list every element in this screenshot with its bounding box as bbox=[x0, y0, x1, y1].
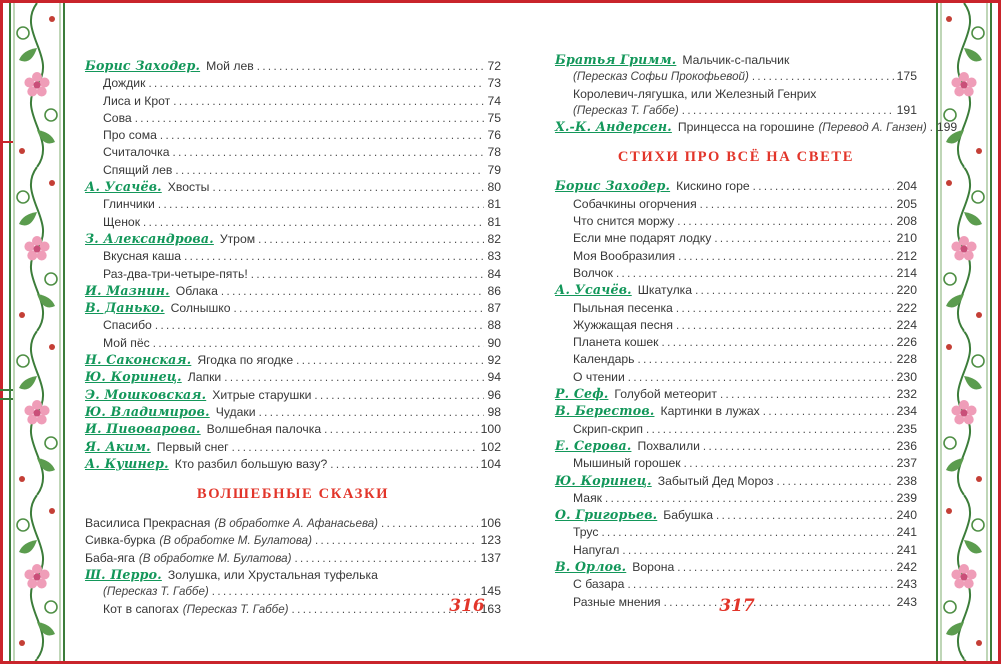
toc-entry bbox=[555, 351, 917, 368]
page-ref: 72 bbox=[487, 59, 501, 73]
page-ref: 81 bbox=[487, 214, 501, 229]
toc-note: (Пересказ Т. Габбе) bbox=[573, 103, 679, 117]
toc-entry bbox=[85, 601, 501, 618]
page-ref: 226 bbox=[896, 335, 917, 350]
toc-title: Похвалили bbox=[637, 438, 700, 453]
dot-leader bbox=[720, 386, 894, 403]
toc-note: (В обработке М. Булатова) bbox=[138, 551, 292, 565]
toc-entry bbox=[85, 127, 501, 144]
dot-leader bbox=[296, 352, 484, 369]
floral-vine-icon bbox=[935, 3, 993, 661]
page-ref: 82 bbox=[487, 231, 501, 246]
toc-entry bbox=[555, 490, 917, 507]
toc-note: (Пересказ Т. Габбе) bbox=[103, 585, 209, 599]
page-ref: 239 bbox=[896, 490, 917, 505]
page-ref: 191 bbox=[896, 102, 917, 117]
right-page-column bbox=[555, 52, 958, 611]
dot-leader bbox=[677, 559, 893, 576]
toc-title: Моя Вообразилия bbox=[573, 248, 676, 263]
toc-author: В. Орлов. bbox=[555, 559, 627, 575]
toc-entry bbox=[85, 317, 501, 334]
toc-entry bbox=[85, 248, 501, 265]
toc-title: Василиса Прекрасная bbox=[85, 516, 211, 531]
toc-entry bbox=[555, 213, 917, 230]
toc-author: Борис Заходер. bbox=[85, 58, 201, 73]
toc-title: Мой лев bbox=[206, 59, 254, 73]
toc-title: Напугал bbox=[573, 542, 620, 557]
page-ref: 88 bbox=[487, 318, 501, 333]
toc-entry bbox=[555, 248, 917, 265]
dot-leader bbox=[601, 524, 893, 541]
toc-title: Чудаки bbox=[215, 404, 256, 419]
dot-leader bbox=[753, 178, 894, 195]
dot-leader bbox=[677, 213, 893, 230]
toc-author: Братья Гримм. bbox=[555, 52, 677, 67]
toc-author: А. Усачёв. bbox=[555, 282, 632, 298]
toc-entry bbox=[555, 265, 917, 282]
toc-entry bbox=[85, 335, 501, 352]
toc-author: Н. Саконская. bbox=[85, 352, 192, 368]
left-page-number: 316 bbox=[449, 596, 485, 616]
dot-leader bbox=[251, 266, 485, 283]
toc-author: Борис Заходер. bbox=[555, 178, 671, 194]
toc-title: Маяк bbox=[573, 490, 602, 505]
page-ref: 79 bbox=[487, 162, 501, 177]
toc-author: Х.-К. Андерсен. bbox=[555, 119, 672, 135]
toc-title: Забытый Дед Мороз bbox=[657, 473, 774, 488]
toc-entry bbox=[85, 369, 501, 386]
page-ref: 80 bbox=[487, 180, 501, 195]
toc-author: Р. Сеф. bbox=[555, 386, 609, 402]
dot-leader bbox=[678, 248, 894, 265]
toc-title: Картинки в лужах bbox=[660, 404, 760, 419]
page-ref: 104 bbox=[480, 456, 501, 471]
toc-entry bbox=[85, 266, 501, 283]
toc-entry bbox=[555, 119, 958, 136]
toc-title: Ворона bbox=[632, 560, 675, 575]
toc-note: (Пересказ Т. Габбе) bbox=[182, 602, 289, 616]
toc-entry bbox=[555, 559, 917, 576]
toc-entry bbox=[85, 75, 501, 92]
page-ref: 163 bbox=[480, 601, 501, 616]
toc-entry bbox=[85, 58, 501, 75]
dot-leader bbox=[212, 583, 478, 600]
toc-entry bbox=[555, 282, 917, 299]
page-ref: 235 bbox=[896, 421, 917, 436]
toc-title: Хитрые старушки bbox=[212, 387, 312, 402]
toc-author: О. Григорьев. bbox=[555, 507, 658, 523]
toc-title: Жужжащая песня bbox=[573, 317, 674, 332]
dot-leader bbox=[638, 351, 894, 368]
toc-entry bbox=[555, 178, 917, 195]
toc-entry bbox=[555, 386, 917, 403]
dot-leader bbox=[315, 532, 478, 549]
print-mark-green-1 bbox=[0, 389, 13, 391]
toc-title: Шкатулка bbox=[637, 283, 693, 298]
dot-leader bbox=[259, 404, 485, 421]
toc-title: Считалочка bbox=[103, 145, 170, 160]
dot-leader bbox=[682, 102, 894, 119]
dot-leader bbox=[684, 455, 894, 472]
toc-entry bbox=[85, 283, 501, 300]
page-ref: 230 bbox=[896, 369, 917, 384]
left-ornament-border bbox=[8, 3, 66, 661]
toc-author: И. Мазнин. bbox=[85, 282, 170, 298]
toc-title: Облака bbox=[175, 283, 218, 298]
toc-title: Волчок bbox=[573, 265, 613, 280]
dot-leader bbox=[622, 542, 893, 559]
toc-entry bbox=[555, 542, 917, 559]
page-ref: 241 bbox=[896, 525, 917, 540]
dot-leader bbox=[234, 300, 485, 317]
toc-entry bbox=[555, 317, 917, 334]
page-ref: 78 bbox=[487, 145, 501, 160]
dot-leader bbox=[135, 110, 485, 127]
dot-leader bbox=[314, 387, 484, 404]
page-ref: 243 bbox=[896, 594, 917, 609]
toc-title: Трус bbox=[573, 525, 599, 540]
page-ref: 224 bbox=[896, 317, 917, 332]
toc-title: Вкусная каша bbox=[103, 249, 182, 264]
print-mark-red bbox=[0, 141, 13, 143]
page-ref: 210 bbox=[896, 231, 917, 246]
toc-entry bbox=[555, 403, 917, 420]
toc-author: В. Данько. bbox=[85, 300, 165, 316]
toc-entry bbox=[85, 179, 501, 196]
dot-leader bbox=[257, 58, 485, 75]
section-heading: ВОЛШЕБНЫЕ СКАЗКИ bbox=[196, 486, 390, 503]
toc-author: Ю. Коринец. bbox=[555, 472, 652, 488]
page-ref: 237 bbox=[896, 456, 917, 471]
toc-entry bbox=[85, 231, 501, 248]
page-ref: 228 bbox=[896, 352, 917, 367]
dot-leader bbox=[173, 93, 484, 110]
dot-leader bbox=[148, 75, 484, 92]
toc-entry bbox=[85, 352, 501, 369]
toc-title: Скрип-скрип bbox=[573, 421, 643, 436]
page-ref: 205 bbox=[896, 196, 917, 211]
toc-entry bbox=[85, 196, 501, 213]
toc-entry bbox=[555, 86, 917, 102]
toc-entry bbox=[555, 52, 917, 68]
dot-leader bbox=[155, 317, 485, 334]
toc-title: Мой пёс bbox=[103, 335, 150, 350]
toc-note: (Перевод А. Ганзен) bbox=[818, 121, 927, 135]
page-ref: 212 bbox=[896, 248, 917, 263]
dot-leader bbox=[676, 317, 894, 334]
toc-entry bbox=[85, 387, 501, 404]
page-ref: 243 bbox=[896, 577, 917, 592]
toc-entry bbox=[85, 515, 501, 532]
toc-entry bbox=[85, 567, 501, 583]
toc-entry bbox=[85, 583, 501, 600]
toc-title: Лапки bbox=[187, 370, 222, 385]
toc-title: Сивка-бурка bbox=[85, 533, 156, 548]
toc-title: Ягодка по ягодке bbox=[197, 353, 294, 368]
toc-author: А. Кушнер. bbox=[85, 455, 169, 471]
page-ref: 220 bbox=[896, 283, 917, 298]
dot-leader bbox=[294, 550, 477, 567]
toc-title: Щенок bbox=[103, 214, 141, 229]
toc-title: Первый снег bbox=[156, 439, 229, 454]
page-ref: 236 bbox=[896, 438, 917, 453]
toc-title: Что снится моржу bbox=[573, 214, 675, 229]
dot-leader bbox=[258, 231, 484, 248]
page-ref: 137 bbox=[480, 550, 501, 565]
toc-entry bbox=[85, 162, 501, 179]
dot-leader bbox=[324, 421, 477, 438]
page-ref: 81 bbox=[487, 197, 501, 212]
toc-title: Солнышко bbox=[170, 301, 231, 316]
toc-entry bbox=[555, 68, 917, 85]
page-ref: 74 bbox=[487, 93, 501, 108]
toc-entry bbox=[555, 438, 917, 455]
toc-author: В. Берестов. bbox=[555, 403, 655, 419]
toc-entry bbox=[555, 369, 917, 386]
page-ref: 240 bbox=[896, 508, 917, 523]
toc-entry bbox=[555, 102, 917, 119]
toc-entry bbox=[555, 300, 917, 317]
toc-author: И. Пивоварова. bbox=[85, 421, 201, 437]
toc-entry bbox=[85, 456, 501, 473]
toc-entry bbox=[555, 507, 917, 524]
toc-entry bbox=[85, 144, 501, 161]
toc-note: (В обработке А. Афанасьева) bbox=[214, 517, 379, 531]
page-ref: 242 bbox=[896, 560, 917, 575]
page-ref: 100 bbox=[480, 422, 501, 437]
toc-title: Мышиный горошек bbox=[573, 456, 681, 471]
toc-title: Планета кошек bbox=[573, 335, 659, 350]
toc-entry bbox=[85, 93, 501, 110]
dot-leader bbox=[175, 162, 484, 179]
toc-title: Кто разбил большую вазу? bbox=[174, 456, 328, 471]
dot-leader bbox=[153, 335, 485, 352]
page-ref: 98 bbox=[487, 404, 501, 419]
page-ref: 83 bbox=[487, 249, 501, 264]
dot-leader bbox=[184, 248, 484, 265]
toc-title: О чтении bbox=[573, 369, 625, 384]
toc-title: Дождик bbox=[103, 76, 146, 91]
page-ref: 222 bbox=[896, 300, 917, 315]
page-ref: 234 bbox=[896, 404, 917, 419]
toc-entry bbox=[85, 404, 501, 421]
toc-entry bbox=[85, 300, 501, 317]
page-ref: 214 bbox=[896, 265, 917, 280]
toc-title: Утром bbox=[219, 231, 256, 246]
page-ref: 94 bbox=[487, 370, 501, 385]
toc-entry bbox=[85, 421, 501, 438]
toc-entry bbox=[555, 230, 917, 247]
dot-leader bbox=[695, 282, 894, 299]
toc-title: Пыльная песенка bbox=[573, 300, 673, 315]
toc-title: Календарь bbox=[573, 352, 635, 367]
toc-entry bbox=[85, 214, 501, 231]
toc-entry bbox=[555, 421, 917, 438]
toc-entry bbox=[555, 576, 917, 593]
page-ref: 75 bbox=[487, 110, 501, 125]
dot-leader bbox=[646, 421, 894, 438]
dot-leader bbox=[158, 196, 485, 213]
floral-vine-icon bbox=[8, 3, 66, 661]
dot-leader bbox=[664, 594, 894, 611]
dot-leader bbox=[662, 334, 894, 351]
toc-title: Хвосты bbox=[167, 180, 210, 195]
toc-title: Спасибо bbox=[103, 318, 152, 333]
dot-leader bbox=[930, 119, 934, 136]
toc-entry bbox=[85, 439, 501, 456]
toc-title: Спящий лев bbox=[103, 162, 173, 177]
toc-title: Волшебная палочка bbox=[206, 422, 322, 437]
page-ref: 238 bbox=[896, 473, 917, 488]
toc-title: Кот в сапогах bbox=[103, 601, 179, 616]
page-ref: 86 bbox=[487, 283, 501, 298]
section-heading: СТИХИ ПРО ВСЁ НА СВЕТЕ bbox=[617, 149, 855, 166]
page-ref: 96 bbox=[487, 387, 501, 402]
toc-entry bbox=[85, 550, 501, 567]
right-page-number: 317 bbox=[719, 596, 755, 616]
toc-title: Кискино горе bbox=[676, 179, 750, 194]
toc-author: Я. Аким. bbox=[85, 438, 151, 454]
dot-leader bbox=[221, 283, 485, 300]
toc-title: Баба-яга bbox=[85, 550, 135, 565]
right-ornament-border bbox=[935, 3, 993, 661]
dot-leader bbox=[173, 144, 485, 161]
toc-title: Лиса и Крот bbox=[103, 93, 171, 108]
toc-entry bbox=[555, 455, 917, 472]
dot-leader bbox=[752, 68, 894, 85]
dot-leader bbox=[605, 490, 894, 507]
toc-note: (Пересказ Софьи Прокофьевой) bbox=[573, 70, 749, 84]
dot-leader bbox=[160, 127, 485, 144]
dot-leader bbox=[212, 179, 484, 196]
toc-title: Разные мнения bbox=[573, 594, 661, 609]
page-ref: 123 bbox=[480, 533, 501, 548]
print-mark-green-2 bbox=[0, 398, 13, 400]
dot-leader bbox=[224, 369, 484, 386]
page-ref: 232 bbox=[896, 387, 917, 402]
page-ref: 84 bbox=[487, 266, 501, 281]
toc-title: Если мне подарят лодку bbox=[573, 231, 712, 246]
dot-leader bbox=[381, 515, 478, 532]
toc-entry bbox=[555, 524, 917, 541]
toc-title: Глинчики bbox=[103, 197, 155, 212]
toc-entry bbox=[555, 196, 917, 213]
page-ref: 208 bbox=[896, 214, 917, 229]
dot-leader bbox=[716, 507, 894, 524]
toc-entry bbox=[85, 532, 501, 549]
toc-author: Э. Мошковская. bbox=[85, 386, 207, 402]
toc-author: Ю. Владимиров. bbox=[85, 403, 210, 419]
toc-note: (В обработке М. Булатова) bbox=[159, 534, 312, 548]
dot-leader bbox=[676, 300, 894, 317]
toc-title: Про сома bbox=[103, 128, 157, 143]
page-ref: 145 bbox=[480, 584, 501, 599]
dot-leader bbox=[714, 230, 893, 247]
page-ref: 76 bbox=[487, 128, 501, 143]
page-ref: 92 bbox=[487, 353, 501, 368]
dot-leader bbox=[627, 576, 893, 593]
dot-leader bbox=[616, 265, 894, 282]
page-ref: 87 bbox=[487, 301, 501, 316]
page-ref: 199 bbox=[936, 120, 958, 135]
dot-leader bbox=[763, 403, 894, 420]
dot-leader bbox=[232, 439, 478, 456]
toc-title: Королевич-лягушка, или Железный Генрих bbox=[573, 86, 817, 101]
page-ref: 175 bbox=[896, 69, 917, 84]
dot-leader bbox=[330, 456, 477, 473]
toc-author: А. Усачёв. bbox=[85, 179, 162, 195]
page-ref: 204 bbox=[896, 179, 917, 194]
page-ref: 106 bbox=[480, 516, 501, 531]
dot-leader bbox=[703, 438, 894, 455]
toc-title: Золушка, или Хрустальная туфелька bbox=[167, 568, 378, 583]
dot-leader bbox=[700, 196, 894, 213]
toc-author: Ю. Коринец. bbox=[85, 369, 182, 385]
toc-title: Собачкины огорчения bbox=[573, 196, 697, 211]
dot-leader bbox=[143, 214, 484, 231]
page-ref: 73 bbox=[487, 76, 501, 91]
toc-title: Бабушка bbox=[663, 508, 714, 523]
page-ref: 102 bbox=[480, 439, 501, 454]
toc-title: Принцесса на горошине bbox=[677, 120, 815, 135]
toc-title: Раз-два-три-четыре-пять! bbox=[103, 266, 248, 281]
page-ref: 90 bbox=[487, 335, 501, 350]
toc-title: Голубой метеорит bbox=[614, 387, 717, 402]
toc-author: З. Александрова. bbox=[85, 230, 214, 246]
page-ref: 241 bbox=[896, 542, 917, 557]
toc-title: Сова bbox=[103, 110, 132, 125]
toc-entry bbox=[555, 334, 917, 351]
left-page-column bbox=[85, 58, 501, 618]
toc-title: Мальчик-с-пальчик bbox=[682, 53, 790, 67]
toc-author: Е. Серова. bbox=[555, 437, 632, 453]
dot-leader bbox=[776, 473, 893, 490]
toc-entry bbox=[555, 473, 917, 490]
toc-entry bbox=[85, 110, 501, 127]
dot-leader bbox=[628, 369, 894, 386]
toc-author: Ш. Перро. bbox=[85, 567, 162, 583]
toc-title: С базара bbox=[573, 577, 625, 592]
